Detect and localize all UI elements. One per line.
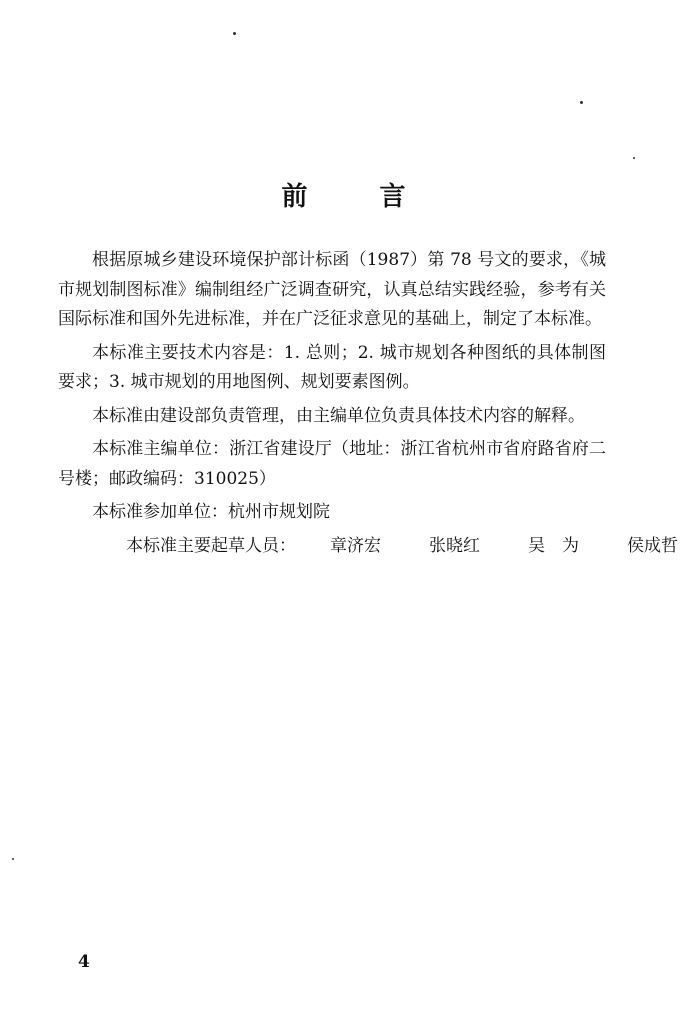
scan-speck xyxy=(233,32,236,35)
scan-speck xyxy=(12,858,14,860)
page-title xyxy=(0,176,687,213)
drafter-name: 张晓红 xyxy=(429,535,480,556)
title-char-right: 言 xyxy=(379,182,406,212)
drafters-label: 本标准主要起草人员： xyxy=(126,535,296,556)
paragraph-drafters xyxy=(58,532,678,562)
preface-body xyxy=(58,246,678,561)
scan-speck xyxy=(633,157,635,159)
drafter-name: 章济宏 xyxy=(330,535,381,556)
paragraph-background: 根据原城乡建设环境保护部计标函（1987）第 78 号文的要求，《城市规划制图标准》编制组经广泛调查研究，认真总结实践经验，参考有关国际标准和国外先进标准，并在广泛征求意见的基础上，制定了本标准。 xyxy=(58,250,606,329)
paragraph-chief-editor-unit: 本标准主编单位：浙江省建设厅（地址：浙江省杭州市省府路省府二号楼；邮政编码：310025） xyxy=(58,439,606,489)
paragraph-participating-unit: 本标准参加单位：杭州市规划院 xyxy=(92,502,330,522)
paragraph-management: 本标准由建设部负责管理，由主编单位负责具体技术内容的解释。 xyxy=(92,405,585,426)
drafter-name: 吴 为 xyxy=(528,535,579,556)
page-number: 4 xyxy=(78,952,90,972)
paragraph-technical-content: 本标准主要技术内容是：1. 总则；2. 城市规划各种图纸的具体制图要求；3. 城市规划的用地图例、规划要素图例。 xyxy=(58,342,606,392)
drafter-name: 侯成哲 xyxy=(627,535,678,556)
scan-speck xyxy=(580,101,583,104)
title-char-left: 前 xyxy=(281,182,308,212)
